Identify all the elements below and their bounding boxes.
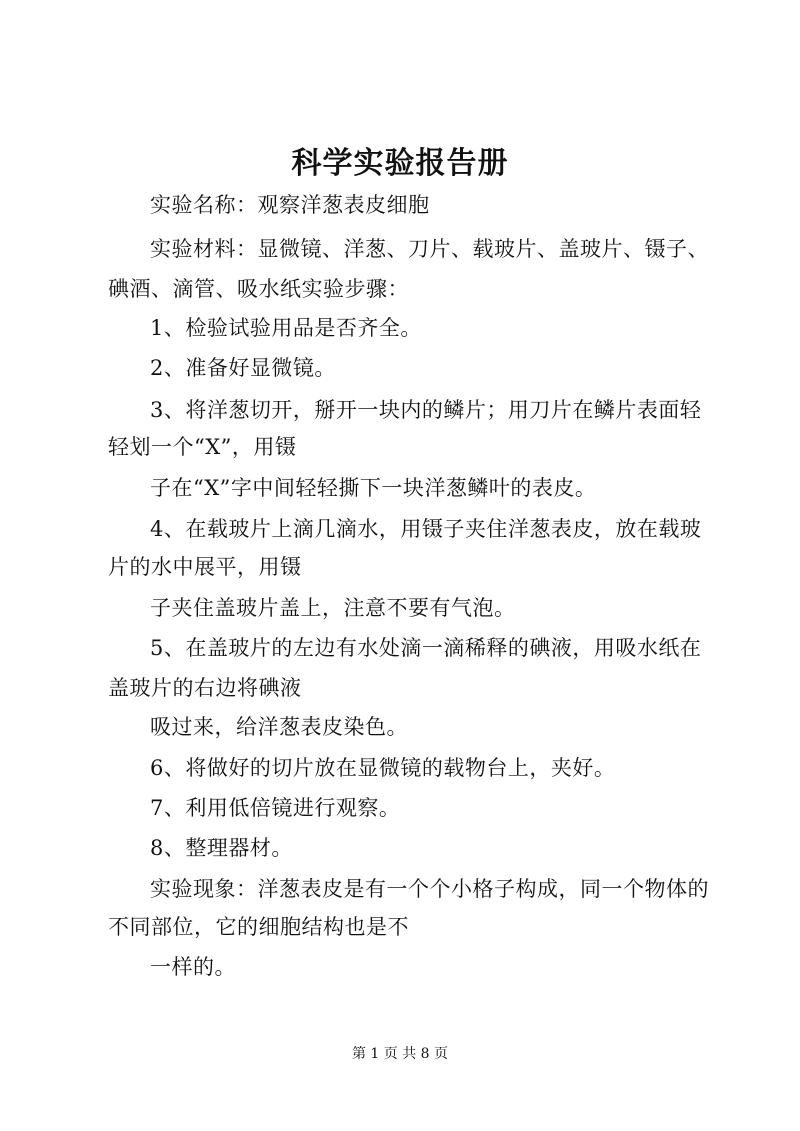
text-line-materials: 实验材料：显微镜、洋葱、刀片、载玻片、盖玻片、镊子、 — [150, 237, 709, 261]
text-line-step-1: 1、检验试验用品是否齐全。 — [150, 316, 422, 340]
text-line-step-3-cont: 轻划一个“X”，用镊 — [108, 435, 297, 459]
page-footer: 第 1 页 共 8 页 — [351, 1046, 449, 1062]
text-line-step-2: 2、准备好显微镜。 — [150, 356, 336, 380]
text-line-step-5: 5、在盖玻片的左边有水处滴一滴稀释的碘液，用吸水纸在 — [150, 636, 702, 660]
text-line-step-8: 8、整理器材。 — [150, 836, 293, 860]
text-line-step-4-cont: 片的水中展平，用镊 — [108, 555, 302, 579]
text-line-step-6: 6、将做好的切片放在显微镜的载物台上，夹好。 — [150, 756, 616, 780]
text-line-step-4: 4、在载玻片上滴几滴水，用镊子夹住洋葱表皮，放在载玻 — [150, 517, 702, 541]
text-line-step-4-cont2: 子夹住盖玻片盖上，注意不要有气泡。 — [150, 596, 516, 620]
document-title: 科学实验报告册 — [291, 146, 509, 181]
text-line-materials-cont: 碘酒、滴管、吸水纸实验步骤： — [108, 277, 409, 301]
text-line-step-7: 7、利用低倍镜进行观察。 — [150, 796, 401, 820]
text-line-phenomenon: 实验现象：洋葱表皮是有一个个小格子构成，同一个物体的 — [150, 877, 709, 901]
text-line-phenomenon-cont2: 一样的。 — [150, 955, 236, 979]
text-line-step-5-cont: 盖玻片的右边将碘液 — [108, 676, 302, 700]
text-line-experiment-name: 实验名称：观察洋葱表皮细胞 — [150, 193, 430, 217]
text-line-step-3: 3、将洋葱切开，掰开一块内的鳞片；用刀片在鳞片表面轻 — [150, 398, 702, 422]
text-line-phenomenon-cont: 不同部位，它的细胞结构也是不 — [108, 915, 409, 939]
text-line-step-5-cont2: 吸过来，给洋葱表皮染色。 — [150, 715, 408, 739]
text-line-step-3-cont2: 子在“X”字中间轻轻撕下一块洋葱鳞叶的表皮。 — [150, 476, 597, 500]
